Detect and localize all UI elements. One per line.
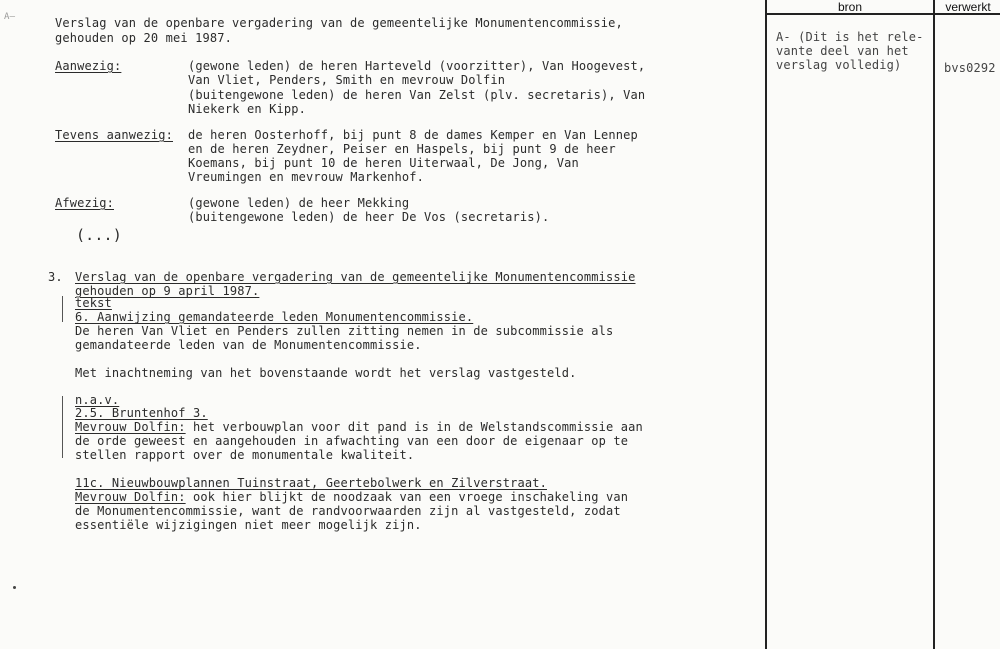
item3-title-line-1: Verslag van de openbare vergadering van de gemeentelijke Monumentencommissie xyxy=(75,270,636,284)
margin-mark: A— xyxy=(4,12,16,22)
tevens-line-4: Vreumingen en mevrouw Markenhof. xyxy=(188,170,424,184)
document-title-line-2: gehouden op 20 mei 1987. xyxy=(55,31,232,45)
tevens-line-3: Koemans, bij punt 10 de heren Uiterwaal, De Jong, Van xyxy=(188,156,579,170)
paper-speck xyxy=(13,586,16,589)
afwezig-line-1: (gewone leden) de heer Mekking xyxy=(188,196,410,210)
afwezig-line-2: (buitengewone leden) de heer De Vos (secretaris). xyxy=(188,210,550,224)
aanwezig-line-2: Van Vliet, Penders, Smith en mevrouw Dolfin xyxy=(188,73,506,87)
speaker-dolfin: Mevrouw Dolfin: xyxy=(75,490,186,504)
subitem-11c-heading: 11c. Nieuwbouwplannen Tuinstraat, Geertebolwerk en Zilverstraat. xyxy=(75,476,547,490)
bron-line-3: verslag volledig) xyxy=(776,58,902,72)
nav-label: n.a.v. xyxy=(75,393,120,407)
subitem-6-line-1: De heren Van Vliet en Penders zullen zitting nemen in de subcommissie als xyxy=(75,324,614,338)
speaker-dolfin: Mevrouw Dolfin: xyxy=(75,420,186,434)
tevens-line-1: de heren Oosterhoff, bij punt 8 de dames Kemper en Van Lennep xyxy=(188,128,638,142)
tevens-line-2: en de heren Zeydner, Peiser en Haspels, bij punt 9 de heer xyxy=(188,142,616,156)
subitem-2-5-line-3: stellen rapport over de monumentale kwaliteit. xyxy=(75,448,415,462)
bron-line-1: A- (Dit is het rele- xyxy=(776,30,924,44)
bron-header: bron xyxy=(837,0,863,14)
afwezig-label: Afwezig: xyxy=(55,196,114,210)
subitem-11c-line-3: essentiële wijzigingen niet meer mogelijk zijn. xyxy=(75,518,422,532)
verwerkt-header: verwerkt xyxy=(945,0,991,14)
margin-bar-25 xyxy=(62,396,63,458)
vastgesteld-text: Met inachtneming van het bovenstaande wordt het verslag vastgesteld. xyxy=(75,366,577,380)
subitem-2-5-first-text: het verbouwplan voor dit pand is in de Welstandscommissie aan xyxy=(185,420,643,434)
subitem-11c-line-2: de Monumentencommissie, want de randvoorwaarden zijn al vastgesteld, zodat xyxy=(75,504,621,518)
bron-column-border xyxy=(765,0,767,649)
ellipsis-omission: (...) xyxy=(76,226,122,244)
subitem-2-5-heading: 2.5. Bruntenhof 3. xyxy=(75,406,208,420)
aanwezig-label: Aanwezig: xyxy=(55,59,122,73)
item3-title-line-2: gehouden op 9 april 1987. xyxy=(75,284,260,298)
tekst-label: tekst xyxy=(75,296,112,310)
bron-line-2: vante deel van het xyxy=(776,44,909,58)
aanwezig-line-4: Niekerk en Kipp. xyxy=(188,102,306,116)
verwerkt-code: bvs0292 xyxy=(944,61,996,75)
subitem-2-5-line-1 xyxy=(75,420,643,435)
verwerkt-column-border xyxy=(933,0,935,649)
subitem-11c-first-text: ook hier blijkt de noodzaak van een vroege inschakeling van xyxy=(185,490,629,504)
tevens-aanwezig-label: Tevens aanwezig: xyxy=(55,128,173,142)
aanwezig-line-1: (gewone leden) de heren Harteveld (voorzitter), Van Hoogevest, xyxy=(188,59,646,73)
subitem-11c-line-1 xyxy=(75,490,628,505)
margin-bar-6 xyxy=(62,296,63,322)
subitem-6-line-2: gemandateerde leden van de Monumentencommissie. xyxy=(75,338,422,352)
item-number: 3. xyxy=(48,270,63,284)
document-title-line-1: Verslag van de openbare vergadering van de gemeentelijke Monumentencommissie, xyxy=(55,16,623,30)
subitem-2-5-line-2: de orde geweest en aangehouden in afwachting van een door de eigenaar op te xyxy=(75,434,629,448)
aanwezig-line-3: (buitengewone leden) de heren Van Zelst (plv. secretaris), Van xyxy=(188,88,646,102)
subitem-6-heading: 6. Aanwijzing gemandateerde leden Monumentencommissie. xyxy=(75,310,474,324)
